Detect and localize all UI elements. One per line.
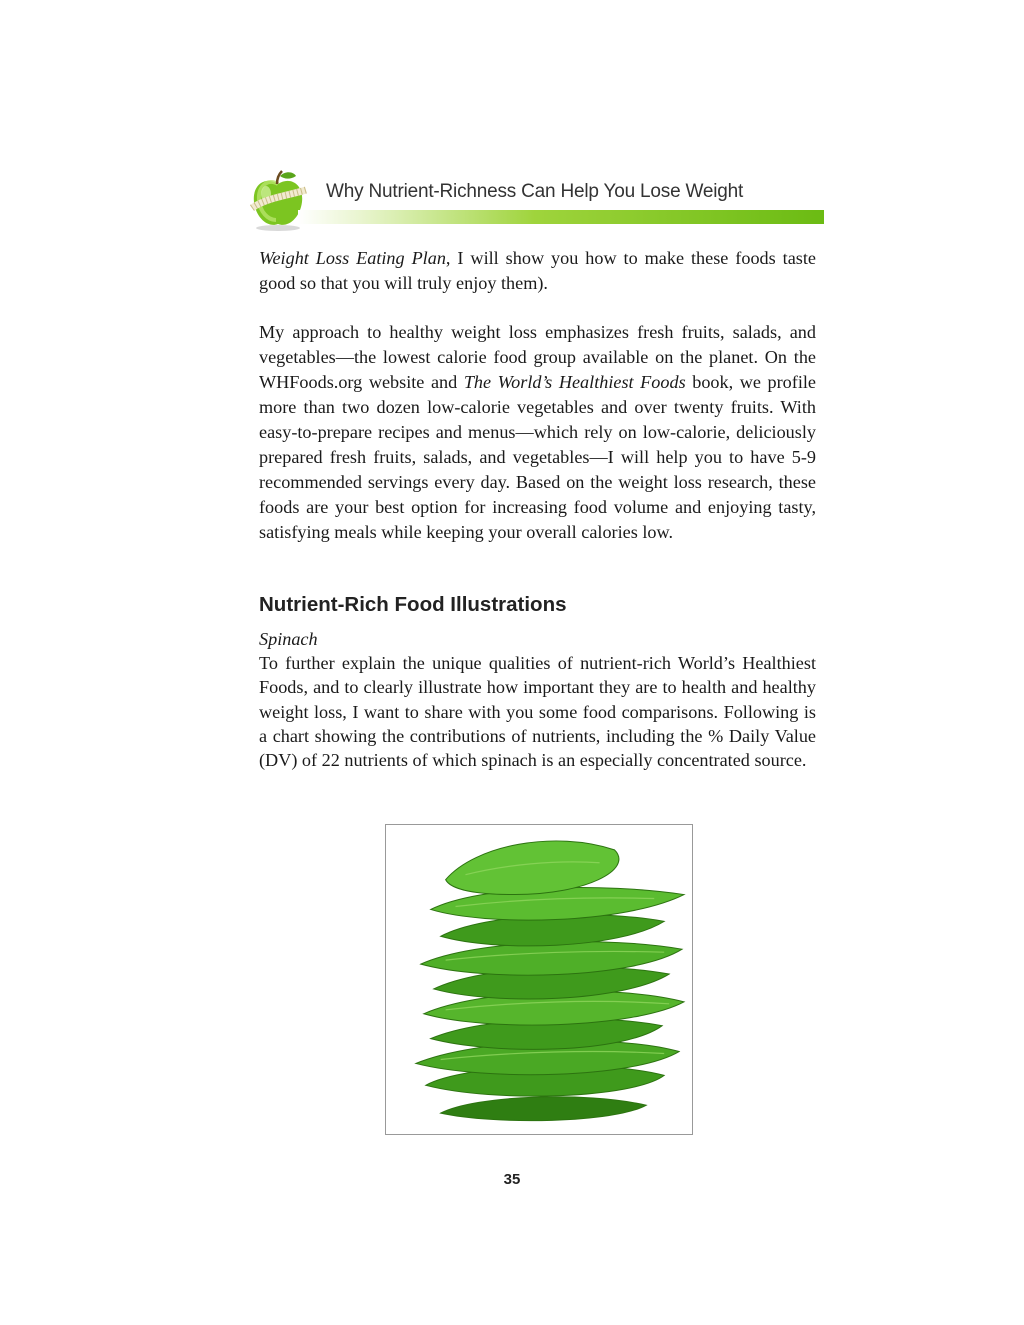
book-title-worlds-healthiest-foods: The World’s Healthiest Foods — [463, 372, 686, 392]
running-header — [246, 168, 824, 232]
section-subheading: Spinach — [259, 629, 318, 649]
section-paragraph: To further explain the unique qualities of nutrient-rich World’s Healthiest Foods, and to clearly illustrate how important they are to health and healthy weight loss, I want to share with you some food comparisons. Following is a chart showing the contributions of nutrients, including the % Daily Value (DV) of 22 nutrients of which spinach is an especially concentrated source. — [259, 653, 816, 771]
body-text — [259, 246, 816, 545]
page-number: 35 — [503, 1171, 521, 1188]
paragraph-1: Weight Loss Eating Plan, I will show you how to make these foods taste good so that you will truly enjoy them). — [259, 248, 816, 293]
spinach-photo — [385, 824, 693, 1135]
header-accent-bar — [298, 210, 824, 224]
paragraph-2: My approach to healthy weight loss emphasizes fresh fruits, salads, and vegetables—the lowest calorie food group available on the planet. On the WHFoods.org website and The World’s Healthiest Foods book, we profile more than two dozen low-calorie vegetables and over twenty fruits. With easy-to-prepare recipes and menus—which rely on low-calorie, deliciously prepared fresh fruits, salads, and vegetables—I will help you to have 5-9 recommended servings every day. Based on the weight loss research, these foods are your best option for increasing food volume and enjoying tasty, satisfying meals while keeping your overall calories low. — [259, 322, 817, 542]
book-title-weight-loss-eating-plan: Weight Loss Eating Plan — [259, 248, 446, 268]
running-header-title: Why Nutrient-Richness Can Help You Lose Weight — [326, 181, 744, 202]
section-body — [259, 627, 816, 772]
section-heading: Nutrient-Rich Food Illustrations — [259, 593, 567, 616]
spinach-stack-illustration — [386, 825, 692, 1134]
